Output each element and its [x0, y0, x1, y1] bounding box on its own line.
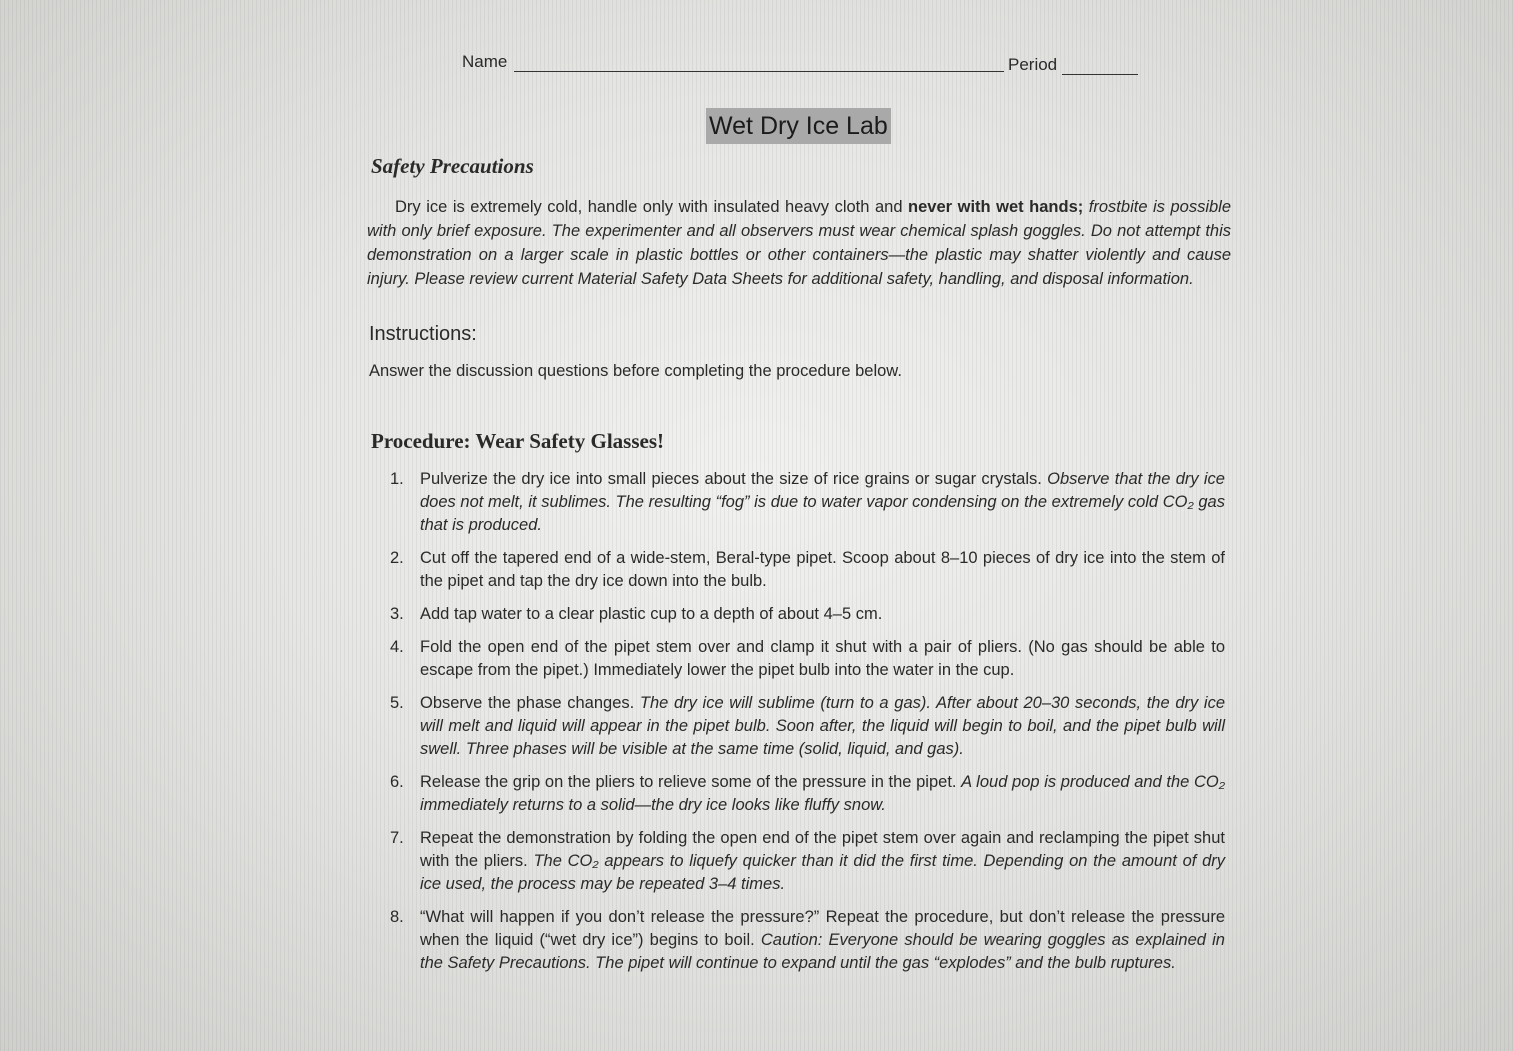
safety-text-bold: never with wet hands; — [908, 198, 1084, 216]
step-text: Observe the phase changes. — [420, 694, 640, 712]
step-text: Pulverize the dry ice into small pieces about the size of rice grains or sugar crystals. — [420, 470, 1048, 488]
procedure-step — [390, 468, 1225, 537]
procedure-step — [390, 547, 1225, 593]
procedure-steps — [390, 468, 1225, 985]
step-italic-text: A loud pop is produced and the CO₂ immediately returns to a solid—the dry ice looks like fluffy snow. — [420, 773, 1225, 814]
step-italic-text: The dry ice will sublime (turn to a gas). After about 20–30 seconds, the dry ice will melt and liquid will appear in the pipet bulb. Soon after, the liquid will begin to boil, and the pipet bulb will swell. Three phases will be visible at the same time (solid, liquid, and gas). — [420, 694, 1225, 758]
document-title: Wet Dry Ice Lab — [706, 108, 891, 144]
safety-text-start: Dry ice is extremely cold, handle only with insulated heavy cloth and — [395, 198, 909, 216]
period-blank-line — [1062, 74, 1138, 75]
step-number: 6. — [390, 773, 404, 791]
step-number: 5. — [390, 694, 404, 712]
step-text: Repeat the demonstration by folding the open end of the pipet stem over again and reclamping the pipet shut with the pliers. — [420, 829, 1225, 870]
step-text: Add tap water to a clear plastic cup to a depth of about 4–5 cm. — [420, 605, 883, 623]
step-italic-text: The CO₂ appears to liquefy quicker than it did the first time. Depending on the amount of dry ice used, the process may be repeated 3–4 times. — [420, 852, 1225, 893]
safety-paragraph — [367, 195, 1231, 291]
step-text: Cut off the tapered end of a wide-stem, Beral-type pipet. Scoop about 8–10 pieces of dry ice into the stem of the pipet and tap the dry ice down into the bulb. — [420, 549, 1225, 590]
step-italic-text: Observe that the dry ice does not melt, it sublimes. The resulting “fog” is due to water vapor condensing on the extremely cold CO₂ gas that is produced. — [420, 470, 1225, 534]
procedure-step — [390, 636, 1225, 682]
step-text: Fold the open end of the pipet stem over and clamp it shut with a pair of pliers. (No gas should be able to escape from the pipet.) Immediately lower the pipet bulb into the water in the cup. — [420, 638, 1225, 679]
step-text: “What will happen if you don’t release the pressure?” Repeat the procedure, but don’t release the pressure when the liquid (“wet dry ice”) begins to boil. — [420, 908, 1225, 949]
step-number: 1. — [390, 470, 404, 488]
procedure-step — [390, 692, 1225, 761]
procedure-heading: Procedure: Wear Safety Glasses! — [371, 429, 664, 453]
step-number: 3. — [390, 605, 404, 623]
step-text: Release the grip on the pliers to relieve some of the pressure in the pipet. — [420, 773, 962, 791]
instructions-heading: Instructions: — [369, 323, 477, 345]
safety-heading: Safety Precautions — [371, 154, 534, 178]
step-number: 7. — [390, 829, 404, 847]
safety-text-rest: frostbite is possible with only brief exposure. The experimenter and all observers must wear chemical splash goggles. Do not attempt this demonstration on a larger scale in plastic bottles or other containers—the plastic may shatter violently and cause injury. Please review current Material Safety Data Sheets for additional safety, handling, and disposal information. — [367, 198, 1232, 288]
step-number: 4. — [390, 638, 404, 656]
procedure-step — [390, 771, 1225, 817]
step-number: 8. — [390, 908, 404, 926]
step-italic-text: Caution: Everyone should be wearing goggles as explained in the Safety Precautions. The pipet will continue to expand until the gas “explodes” and the bulb ruptures. — [420, 931, 1225, 972]
name-label: Name — [462, 52, 508, 71]
name-blank-line — [514, 71, 1004, 72]
procedure-step — [390, 827, 1225, 896]
procedure-step — [390, 906, 1225, 975]
step-number: 2. — [390, 549, 404, 567]
name-period-row — [462, 50, 1142, 80]
instructions-text: Answer the discussion questions before completing the procedure below. — [369, 362, 902, 380]
period-label: Period — [1008, 55, 1058, 74]
procedure-step — [390, 603, 1225, 626]
